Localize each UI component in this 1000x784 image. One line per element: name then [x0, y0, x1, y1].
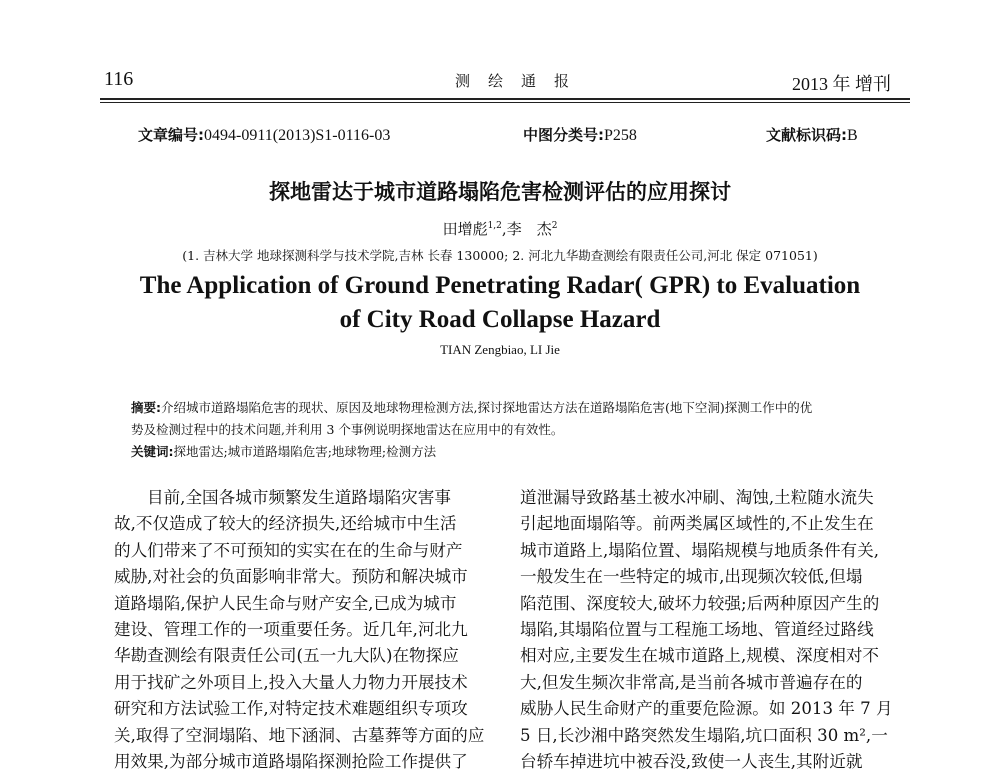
header-rule	[100, 98, 910, 100]
abstract-line: 势及检测过程中的技术问题,并利用 3 个事例说明探地雷达在应用中的有效性。	[131, 422, 564, 437]
body-line: 陷范围、深度较大,破坏力较强;后两种原因产生的	[520, 593, 880, 613]
authors-english: TIAN Zengbiao, LI Jie	[440, 342, 560, 357]
body-line: 城市道路上,塌陷位置、塌陷规模与地质条件有关,	[520, 540, 880, 560]
page-number: 116	[104, 68, 134, 90]
issue-label: 2013 年 增刊	[792, 74, 891, 94]
body-line: 关,取得了空洞塌陷、地下涵洞、古墓葬等方面的应	[114, 725, 485, 745]
body-line: 故,不仅造成了较大的经济损失,还给城市中生活	[114, 514, 457, 534]
body-line: 引起地面塌陷等。前两类属区域性的,不止发生在	[520, 514, 874, 534]
article-number: 文章编号:0494-0911(2013)S1-0116-03	[138, 126, 391, 144]
body-line: 相对应,主要发生在城市道路上,规模、深度相对不	[520, 646, 880, 666]
body-column-left	[114, 485, 486, 775]
body-line: 用效果,为部分城市道路塌陷探测抢险工作提供了	[114, 752, 468, 772]
title-chinese: 探地雷达于城市道路塌陷危害检测评估的应用探讨	[269, 179, 731, 204]
body-line: 5 日,长沙湘中路突然发生塌陷,坑口面积 30 m²,一	[520, 725, 888, 745]
body-line: 华勘查测绘有限责任公司(五一九大队)在物探应	[114, 646, 459, 666]
body-line: 威胁人民生命财产的重要危险源。如 2013 年 7 月	[520, 699, 893, 719]
clc-number: 中图分类号:P258	[523, 126, 637, 144]
body-line: 用于找矿之外项目上,投入大量人力物力开展技术	[114, 672, 468, 692]
body-line: 塌陷,其塌陷位置与工程施工场地、管道经过路线	[520, 620, 874, 640]
body-line: 一般发生在一些特定的城市,出现频次较低,但塌	[520, 567, 863, 587]
body-line: 威胁,对社会的负面影响非常大。预防和解决城市	[114, 567, 468, 587]
body-line: 道泄漏导致路基土被水冲刷、淘蚀,土粒随水流失	[520, 488, 874, 507]
body-line: 研究和方法试验工作,对特定技术难题组织专项攻	[114, 699, 468, 719]
title-english-line1: The Application of Ground Penetrating Radar( GPR) to Evaluation	[139, 272, 861, 299]
affiliation: (1. 吉林大学 地球探测科学与技术学院,吉林 长春 130000; 2. 河北九华勘查测绘有限责任公司,河北 保定 071051)	[182, 248, 818, 263]
authors: 田增彪$^{1,2}$,李 杰$^2$	[442, 220, 558, 238]
body-line: 建设、管理工作的一项重要任务。近几年,河北九	[114, 620, 468, 640]
body-line: 目前,全国各城市频繁发生道路塌陷灾害事	[147, 488, 451, 507]
body-line: 台轿车掉进坑中被吞没,致使一人丧生,其附近就	[520, 752, 863, 772]
body-line: 道路塌陷,保护人民生命与财产安全,已成为城市	[114, 593, 457, 613]
document-code: 文献标识码:B	[766, 126, 858, 144]
journal-name: 测绘通报	[455, 72, 588, 90]
body-column-right	[520, 485, 892, 775]
keywords: 关键词:探地雷达;城市道路塌陷危害;地球物理;检测方法	[131, 444, 437, 459]
body-line: 的人们带来了不可预知的实实在在的生命与财产	[114, 540, 463, 560]
abstract-line: 摘要:介绍城市道路塌陷危害的现状、原因及地球物理检测方法,探讨探地雷达方法在道路塌陷危害(地下空洞)探测工作中的优	[131, 400, 813, 415]
title-english-line2: of City Road Collapse Hazard	[339, 306, 661, 333]
body-line: 大,但发生频次非常高,是当前各城市普遍存在的	[520, 672, 863, 692]
header-rule-thin	[100, 102, 910, 103]
